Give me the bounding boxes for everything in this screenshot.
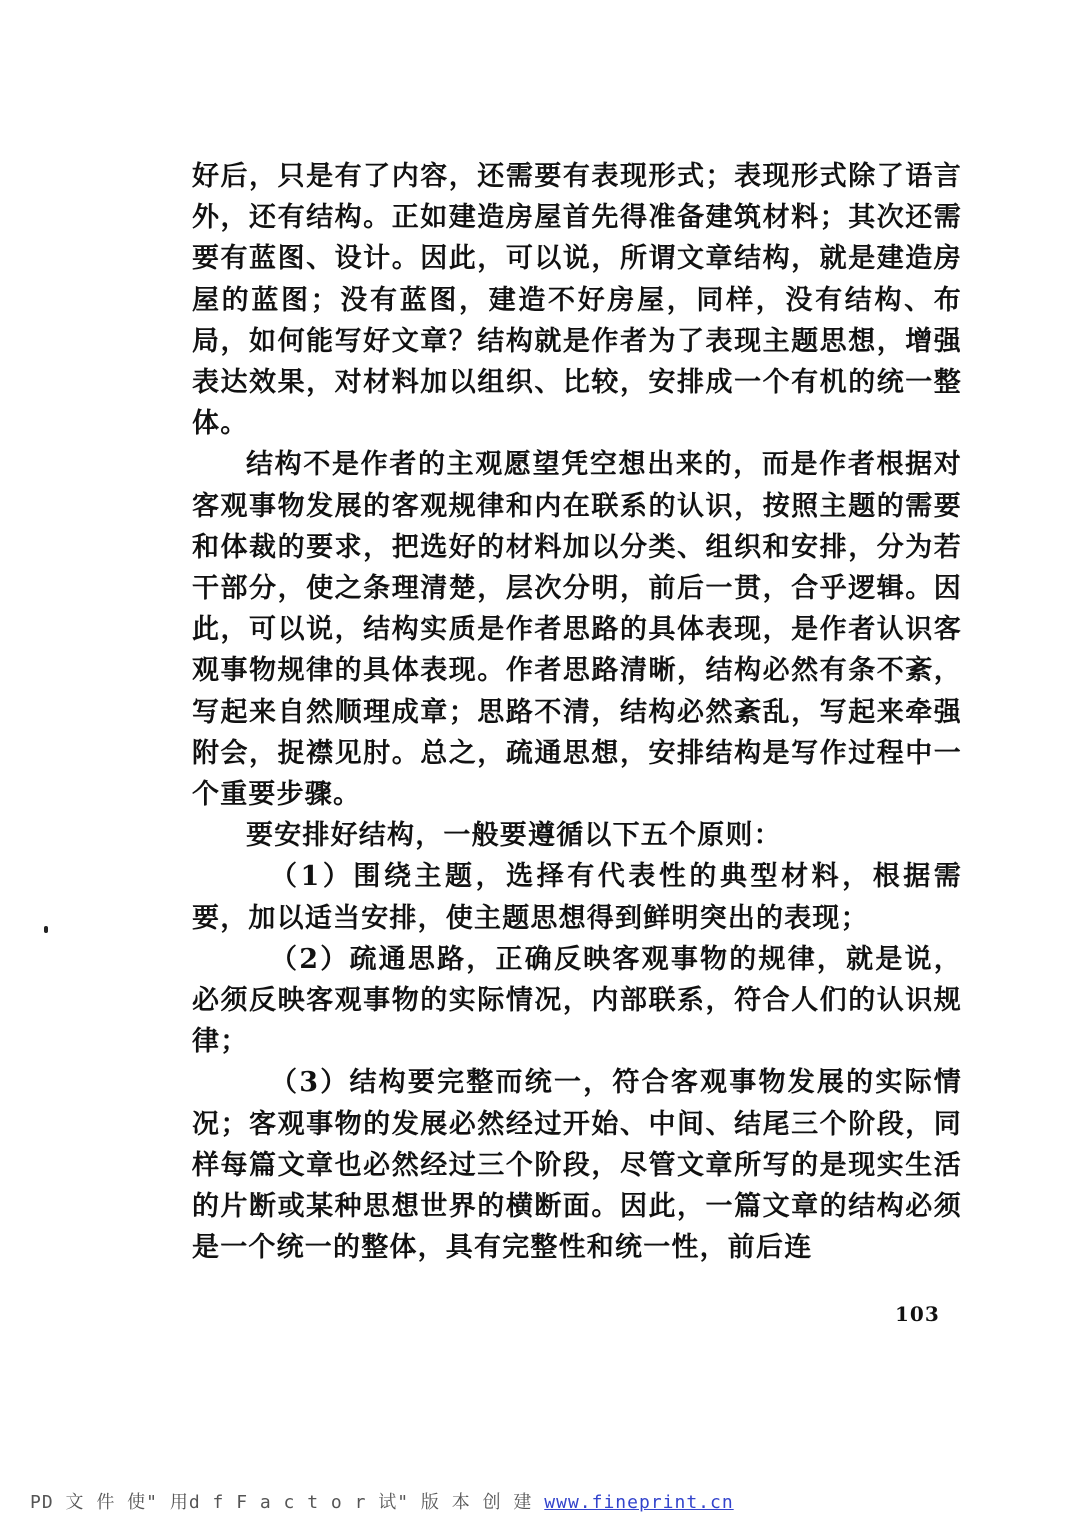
principle-2: （2）疏通思路，正确反映客观事物的规律，就是说，必须反映客观事物的实际情况，内部联系，符合人们的认识规律；: [192, 943, 962, 1058]
paragraph-3: 要安排好结构，一般要遵循以下五个原则：: [246, 820, 782, 852]
page-number: 103: [895, 1302, 940, 1326]
body-text: [192, 156, 962, 1268]
paragraph-2: 结构不是作者的主观愿望凭空想出来的，而是作者根据对客观事物发展的客观规律和内在联系的认识，按照主题的需要和体裁的要求，把选好的材料加以分类、组织和安排，分为若干部分，使之条理清楚，层次分明，前后一贯，合乎逻辑。因此，可以说，结构实质是作者思路的具体表现，是作者认识客观事物规律的具体表现。作者思路清晰，结构必然有条不紊，写起来自然顺理成章；思路不清，结构必然紊乱，写起来牵强附会，捉襟见肘。总之，疏通思想，安排结构是写作过程中一个重要步骤。: [192, 449, 962, 811]
watermark-text: PD 文 件 使" 用d f F a c t o r 试" 版 本 创 建: [30, 1492, 533, 1513]
paragraph-1: 好后，只是有了内容，还需要有表现形式；表现形式除了语言外，还有结构。正如建造房屋首先得准备建筑材料；其次还需要有蓝图、设计。因此，可以说，所谓文章结构，就是建造房屋的蓝图；没有蓝图，建造不好房屋，同样，没有结构、布局，如何能写好文章？结构就是作者为了表现主题思想，增强表达效果，对材料加以组织、比较，安排成一个有机的统一整体。: [192, 161, 962, 440]
principle-3: （3）结构要完整而统一，符合客观事物发展的实际情况；客观事物的发展必然经过开始、中间、结尾三个阶段，同样每篇文章也必然经过三个阶段，尽管文章所写的是现实生活的片断或某种思想世界的横断面。因此，一篇文章的结构必须是一个统一的整体，具有完整性和统一性，前后连: [192, 1067, 962, 1264]
scan-speck: [44, 926, 48, 933]
watermark-link[interactable]: www.fineprint.cn: [544, 1492, 734, 1513]
principle-1: （1）围绕主题，选择有代表性的典型材料，根据需要，加以适当安排，使主题思想得到鲜明突出的表现；: [192, 861, 962, 934]
watermark-footer: [30, 1488, 734, 1514]
